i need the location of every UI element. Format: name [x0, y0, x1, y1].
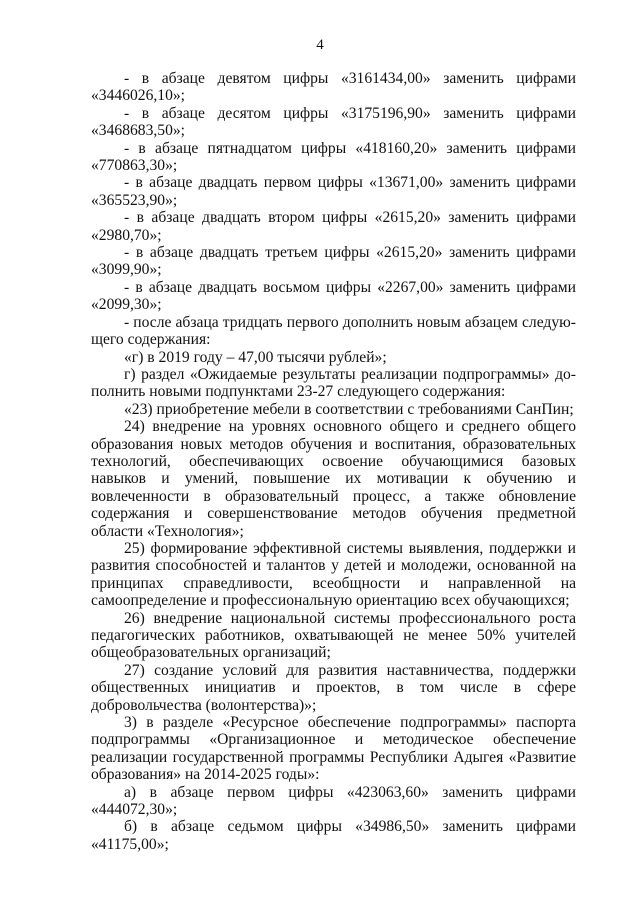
item-3b-seventh-paragraph: б) в абзаце седьмом цифры «34986,50» заменить цифрами «41175,00»; — [91, 818, 576, 853]
subitem-27: 27) создание условий для развития наставничества, поддержки общественных инициатив и проектов, в том числе в сфере добровольчества (волонтерства)»; — [91, 661, 576, 714]
document-body — [91, 70, 576, 853]
subitem-24: 24) внедрение на уровнях основного общего и среднего общего образования новых методов обучения и воспитания, образовательных технологий, обеспечивающих освоение обучающимися базовых навыков и умений, повышение их мотивации к обучению и вовлеченности в образовательный процесс, а также обновление содержания и совершенствование методов обучения предметной области «Технология»; — [91, 418, 576, 540]
section-expected-results: г) раздел «Ожидаемые результаты реализации подпрограммы» дополнить новыми подпунктами 23-27 следующего содержания: — [91, 365, 576, 401]
quoted-new-paragraph: «г) в 2019 году – 47,00 тысячи рублей»; — [124, 348, 387, 366]
amendment-paragraph-28: - в абзаце двадцать восьмом цифры «2267,00» заменить цифрами «2099,30»; — [91, 278, 576, 314]
amendment-after-paragraph-31: - после абзаца тридцать первого дополнить новым абзацем следующего содержания: — [91, 313, 576, 349]
amendment-paragraph-15: - в абзаце пятнадцатом цифры «418160,20» заменить цифрами «770863,30»; — [91, 139, 576, 175]
amendment-paragraph-21: - в абзаце двадцать первом цифры «13671,00» заменить цифрами «365523,90»; — [91, 174, 576, 209]
subitem-26: 26) внедрение национальной системы профессионального роста педагогических работников, охватывающей не менее 50% учителей общеобразовательных организаций; — [91, 609, 576, 662]
amendment-paragraph-9: - в абзаце девятом цифры «3161434,00» заменить цифрами «3446026,10»; — [91, 70, 576, 105]
subitem-25: 25) формирование эффективной системы выявления, поддержки и развития способностей и талантов у детей и молодежи, основанной на принципах справедливости, всеобщности и направленной на самоопределение и профессиональную ориентацию всех обучающихся; — [91, 539, 576, 610]
amendment-paragraph-22: - в абзаце двадцать втором цифры «2615,20» заменить цифрами «2980,70»; — [91, 209, 576, 244]
amendment-paragraph-10: - в абзаце десятом цифры «3175196,90» заменить цифрами «3468683,50»; — [91, 104, 576, 140]
subitem-23: «23) приобретение мебели в соответствии с требованиями СанПин; — [124, 400, 574, 418]
page-number: 4 — [316, 37, 324, 53]
item-3a-first-paragraph: а) в абзаце первом цифры «423063,60» заменить цифрами «444072,30»; — [91, 783, 576, 819]
amendment-paragraph-23: - в абзаце двадцать третьем цифры «2615,20» заменить цифрами «3099,90»; — [91, 244, 576, 279]
item-3-resource-section: 3) в разделе «Ресурсное обеспечение подпрограммы» паспорта подпрограммы «Организационное и методическое обеспечение реализации государственной программы Республики Адыгея «Развитие образования» на 2014-2025 годы»: — [91, 714, 576, 784]
